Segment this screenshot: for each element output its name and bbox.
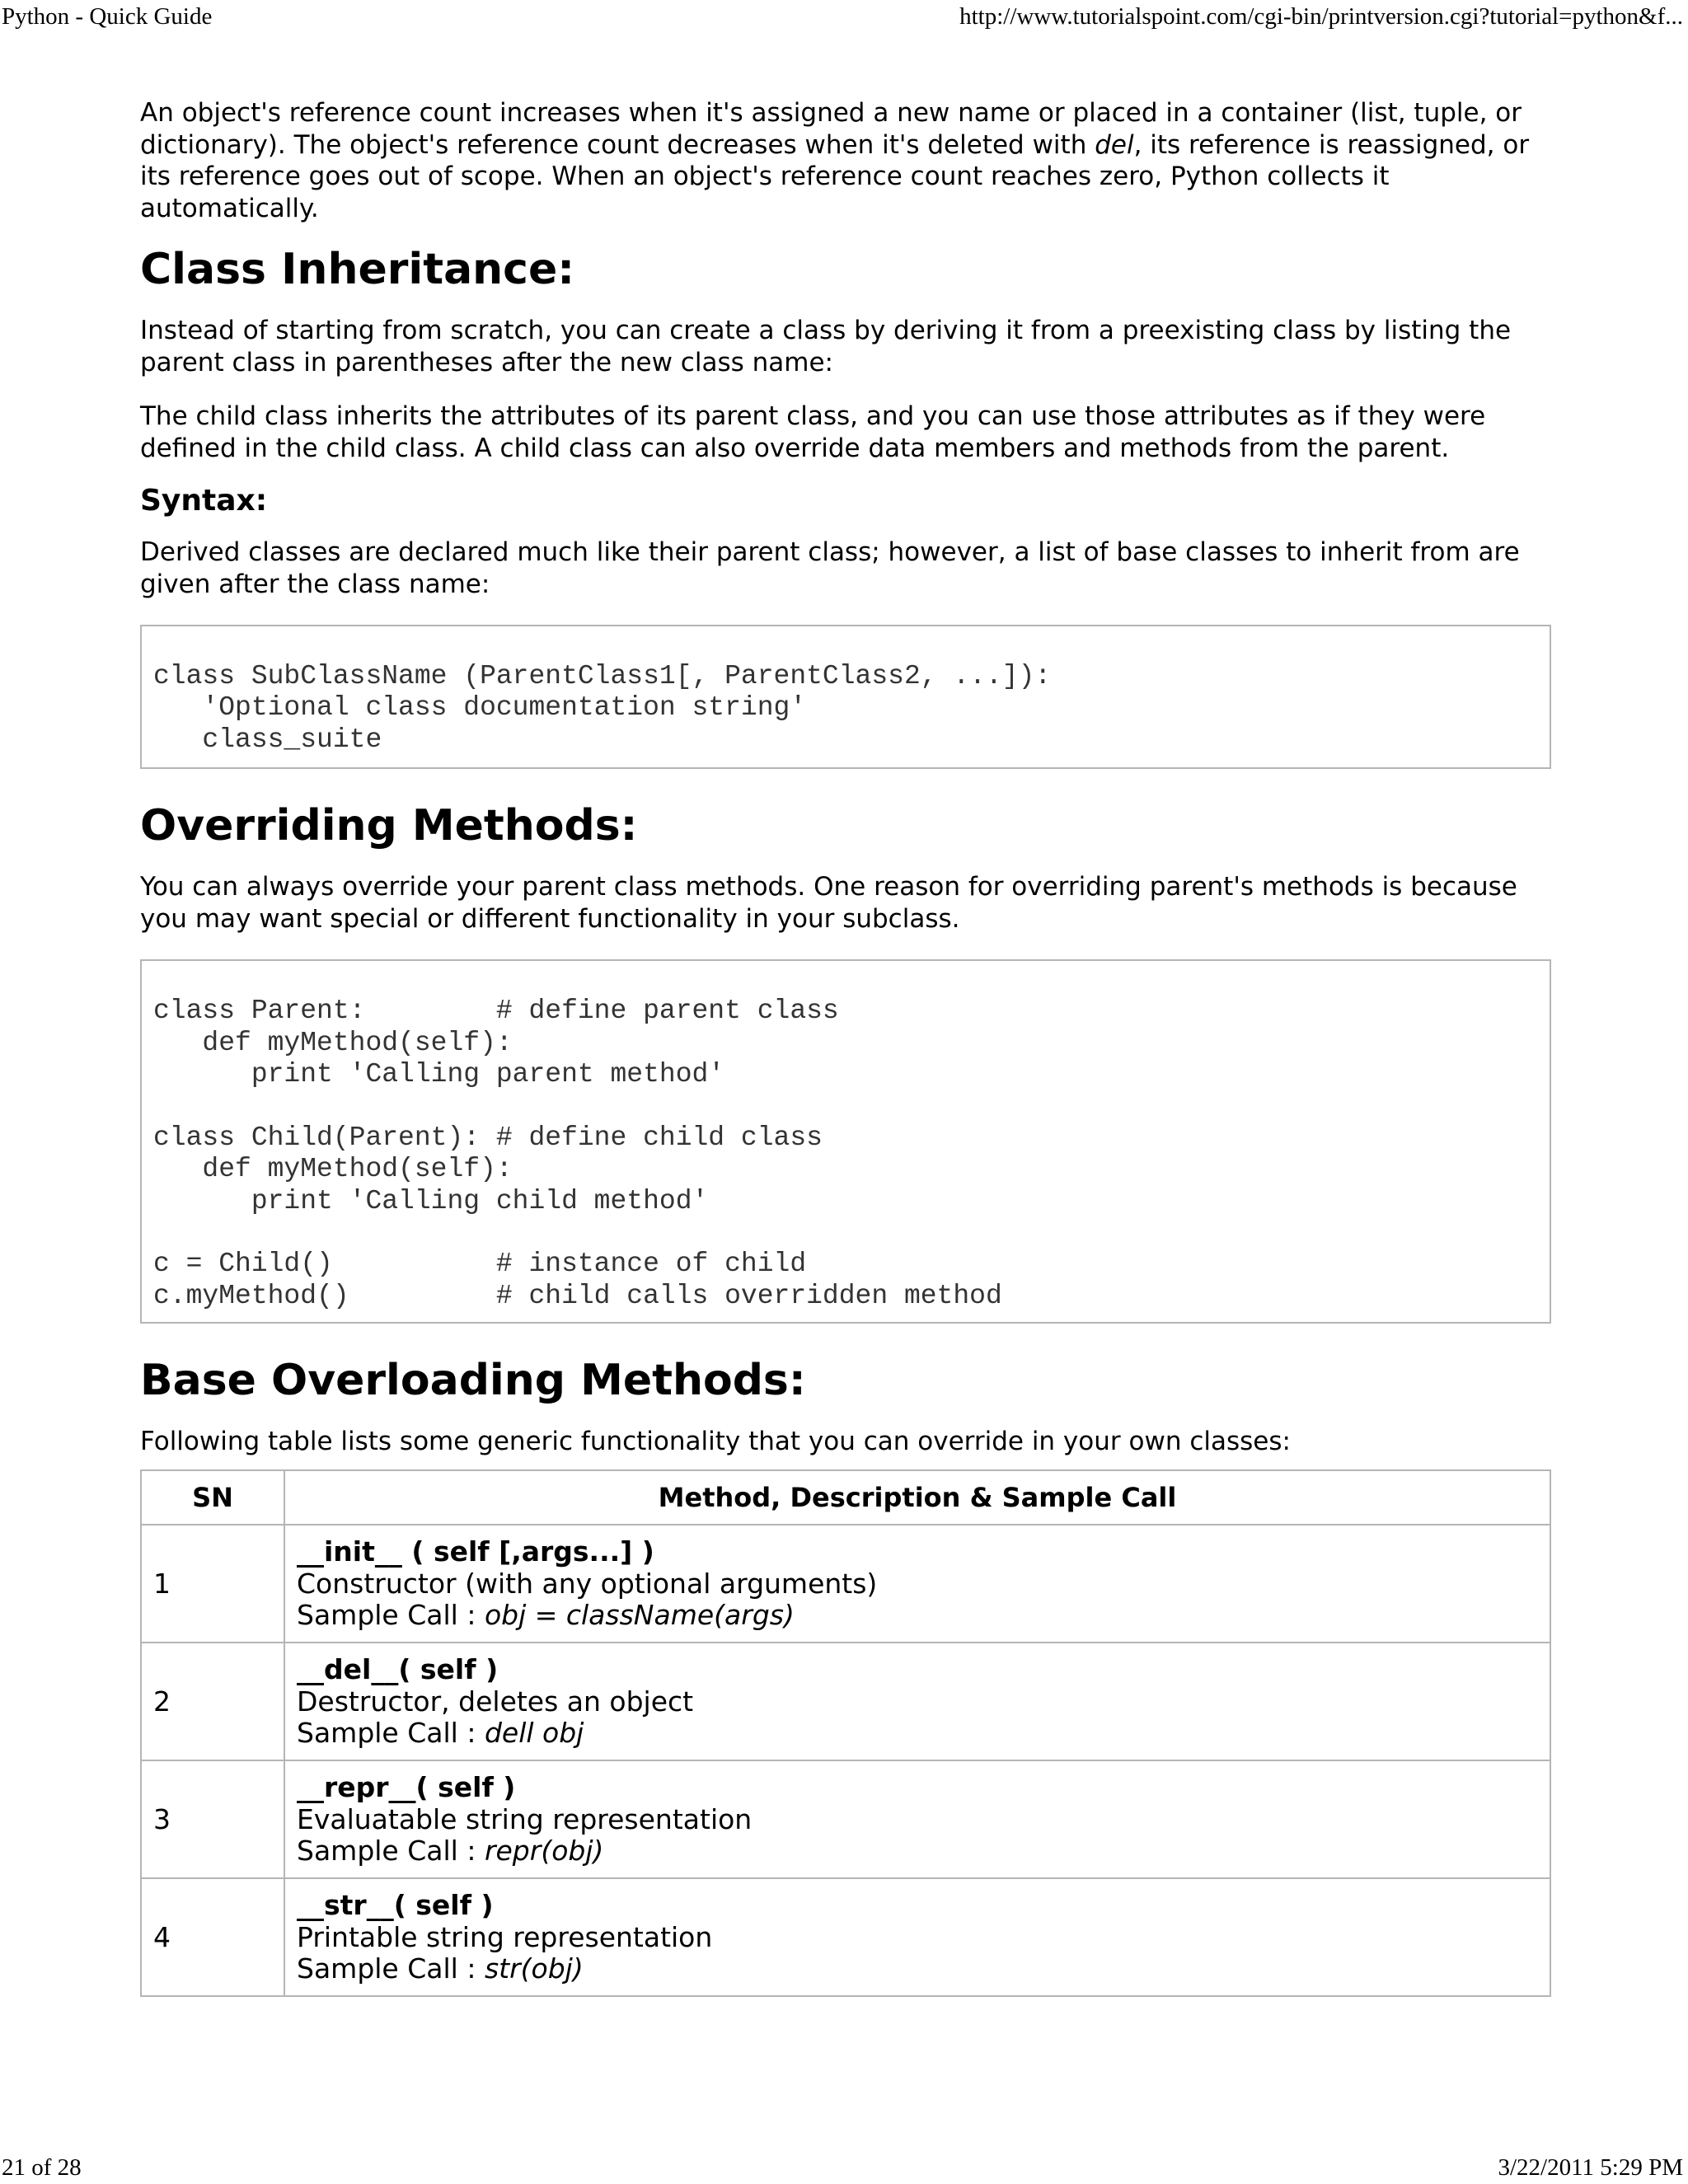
header-url: http://www.tutorialspoint.com/cgi-bin/printversion.cgi?tutorial=python&f...	[959, 3, 1683, 30]
method-name: __str__( self )	[297, 1889, 494, 1922]
table-cell-method	[284, 1643, 1550, 1760]
code-line: class SubClassName (ParentClass1[, ParentClass2, ...]):	[153, 661, 1052, 691]
class-inheritance-para-1: Instead of starting from scratch, you can create a class by deriving it from a preexisting class by listing the parent class in parentheses after the new class name:	[140, 316, 1512, 377]
sample-call-label: Sample Call :	[297, 1717, 485, 1750]
syntax-heading: Syntax:	[140, 484, 268, 518]
overriding-code-block	[140, 959, 1551, 1324]
table-header-method: Method, Description & Sample Call	[284, 1470, 1550, 1525]
class-inheritance-heading: Class Inheritance:	[140, 245, 575, 294]
code-line: class_suite	[153, 724, 382, 755]
intro-text-start: An object's reference count increases when it's assigned a new name or placed in a container (list, tuple, or dictionary). The object's reference count decreases when it's deleted with	[140, 98, 1522, 160]
syntax-paragraph: Derived classes are declared much like their parent class; however, a list of base classes to inherit from are given after the class name:	[140, 537, 1520, 599]
code-line: class Parent: # define parent class	[153, 996, 839, 1027]
overriding-paragraph: You can always override your parent class methods. One reason for overriding parent's methods is because you may want special or different functionality in your subclass.	[140, 872, 1517, 934]
table-header-row	[141, 1470, 1550, 1525]
table-cell-sn: 4	[141, 1878, 284, 1996]
sample-call-label: Sample Call :	[297, 1835, 485, 1868]
print-footer	[0, 2151, 1688, 2184]
method-description: Printable string representation	[297, 1920, 713, 1953]
page-content	[140, 97, 1551, 1997]
sample-call-code: obj = className(args)	[484, 1599, 795, 1632]
code-line: print 'Calling parent method'	[153, 1058, 725, 1090]
table-header-sn: SN	[141, 1470, 284, 1525]
method-description: Destructor, deletes an object	[297, 1685, 694, 1718]
method-name: __init__ ( self [,args...] )	[297, 1535, 654, 1568]
method-sample-call	[297, 1835, 1538, 1868]
footer-timestamp: 3/22/2011 5:29 PM	[1498, 2154, 1683, 2181]
footer-page-count: 21 of 28	[2, 2154, 82, 2181]
sample-call-code: repr(obj)	[484, 1835, 604, 1868]
code-line: def myMethod(self):	[153, 1027, 513, 1058]
code-line: print 'Calling child method'	[153, 1185, 709, 1216]
code-line: def myMethod(self):	[153, 1154, 513, 1185]
method-description: Evaluatable string representation	[297, 1802, 753, 1835]
overriding-methods-heading: Overriding Methods:	[140, 801, 638, 851]
print-header	[0, 0, 1688, 33]
code-line	[153, 1217, 1538, 1249]
code-line	[153, 1090, 1538, 1122]
code-line: c = Child() # instance of child	[153, 1249, 807, 1280]
method-name: __del__( self )	[297, 1653, 499, 1686]
table-row	[141, 1525, 1550, 1643]
table-cell-sn: 1	[141, 1525, 284, 1643]
intro-del-keyword: del	[1095, 129, 1134, 160]
table-row	[141, 1760, 1550, 1878]
table-row	[141, 1643, 1550, 1760]
sample-call-label: Sample Call :	[297, 1952, 485, 1985]
table-cell-sn: 2	[141, 1643, 284, 1760]
method-description: Constructor (with any optional arguments)	[297, 1567, 878, 1600]
base-overloading-heading: Base Overloading Methods:	[140, 1356, 806, 1406]
code-line: 'Optional class documentation string'	[153, 692, 807, 724]
code-line: c.myMethod() # child calls overridden method	[153, 1280, 1002, 1311]
base-overloading-paragraph: Following table lists some generic functionality that you can override in your own classes:	[140, 1427, 1291, 1457]
intro-text-end: , its reference is reassigned, or its reference goes out of scope. When an object's reference count reaches zero, Python collects it automatically.	[140, 129, 1530, 223]
method-sample-call	[297, 1953, 1538, 1985]
syntax-code-block	[140, 625, 1551, 769]
class-inheritance-para-2: The child class inherits the attributes of its parent class, and you can use those attributes as if they were defined in the child class. A child class can also override data members and methods from the parent.	[140, 401, 1486, 463]
method-name: __repr__( self )	[297, 1771, 516, 1804]
sample-call-label: Sample Call :	[297, 1599, 485, 1632]
intro-paragraph	[140, 97, 1551, 224]
table-cell-method	[284, 1760, 1550, 1878]
header-page-title: Python - Quick Guide	[2, 3, 213, 30]
table-row	[141, 1878, 1550, 1996]
sample-call-code: str(obj)	[484, 1952, 584, 1985]
method-sample-call	[297, 1600, 1538, 1632]
code-line: class Child(Parent): # define child class	[153, 1122, 823, 1153]
overloading-methods-table	[140, 1469, 1551, 1997]
table-cell-sn: 3	[141, 1760, 284, 1878]
sample-call-code: dell obj	[484, 1717, 584, 1750]
table-cell-method	[284, 1525, 1550, 1643]
table-cell-method	[284, 1878, 1550, 1996]
method-sample-call	[297, 1718, 1538, 1750]
